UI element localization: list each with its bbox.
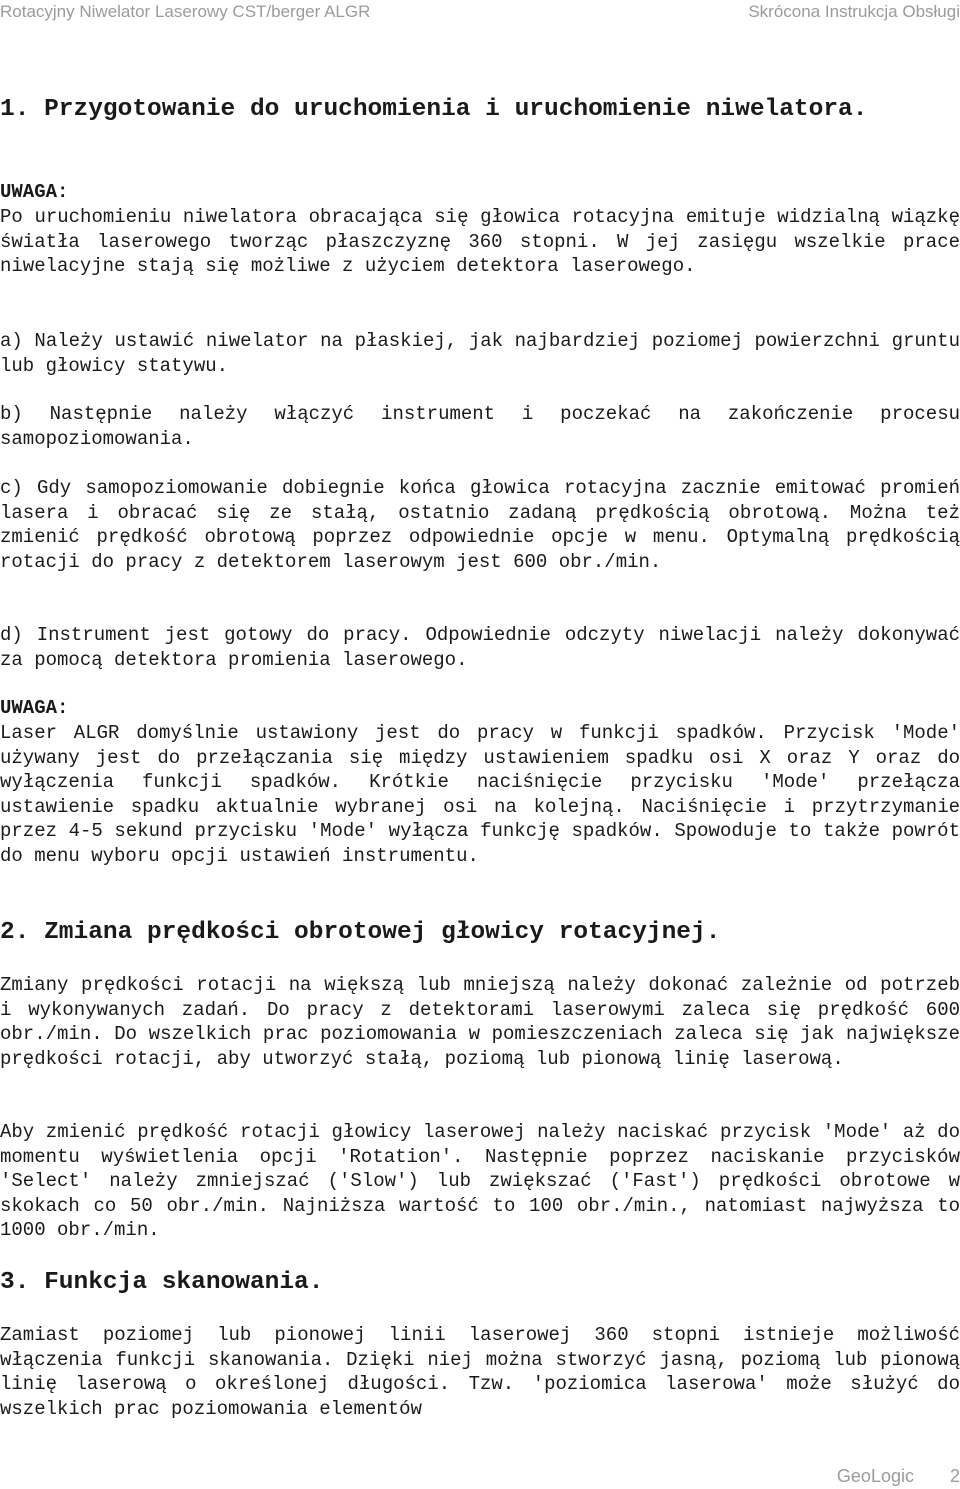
footer-brand: GeoLogic [836, 1466, 914, 1486]
warning-label: UWAGA: [0, 181, 69, 203]
warning-label-2: UWAGA: [0, 697, 69, 719]
step-d-paragraph: d) Instrument jest gotowy do pracy. Odpowiednie odczyty niwelacji należy dokonywać za pomocą detektora promienia laserowego. [0, 624, 960, 671]
section-3-paragraph-1: Zamiast poziomej lub pionowej linii laserowej 360 stopni istnieje możliwość włączenia funkcji skanowania. Dzięki niej można stworzyć jasną, poziomą lub pionową linię laserową o określonej długości. Tzw. 'poziomica laserowa' może służyć do wszelkich prac poziomowania elementów [0, 1324, 960, 1420]
section-1-heading: 1. Przygotowanie do uruchomienia i uruchomienie niwelatora. [0, 96, 868, 123]
footer [837, 1466, 960, 1487]
step-b-paragraph: b) Następnie należy włączyć instrument i poczekać na zakończenie procesu samopoziomowania. [0, 403, 960, 450]
step-a-paragraph: a) Należy ustawić niwelator na płaskiej, jak najbardziej poziomej powierzchni gruntu lub głowicy statywu. [0, 330, 960, 377]
section-1-intro: Po uruchomieniu niwelatora obracająca się głowica rotacyjna emituje widzialną wiązkę światła laserowego tworząc płaszczyznę 360 stopni. W jej zasięgu wszelkie prace niwelacyjne stają się możliwe z użyciem detektora laserowego. [0, 206, 960, 277]
section-3-heading: 3. Funkcja skanowania. [0, 1269, 324, 1296]
warning-2-paragraph: Laser ALGR domyślnie ustawiony jest do pracy w funkcji spadków. Przycisk 'Mode' używany jest do przełączania się między ustawieniem spadku osi X oraz Y oraz do wyłączenia funkcji spadków. Krótkie naciśnięcie przycisku 'Mode' przełącza ustawienie spadku aktualnie wybranej osi na kolejną. Naciśnięcie i przytrzymanie przez 4-5 sekund przycisku 'Mode' wyłącza funkcję spadków. Spowoduje to także powrót do menu wyboru opcji ustawień instrumentu. [0, 722, 960, 867]
header-document-subtitle: Skrócona Instrukcja Obsługi [748, 2, 960, 21]
section-2-heading: 2. Zmiana prędkości obrotowej głowicy rotacyjnej. [0, 919, 721, 946]
section-2-paragraph-2: Aby zmienić prędkość rotacji głowicy laserowej należy naciskać przycisk 'Mode' aż do momentu wyświetlenia opcji 'Rotation'. Następnie poprzez naciskanie przycisków 'Select' należy zmniejszać ('Slow') lub zwiększać ('Fast') prędkości obrotowe w skokach co 50 obr./min. Najniższa wartość to 100 obr./min., natomiast najwyższa to 1000 obr./min. [0, 1121, 960, 1241]
step-c-paragraph: c) Gdy samopoziomowanie dobiegnie końca głowica rotacyjna zacznie emitować promień lasera i obracać się ze stałą, ostatnio zadaną prędkością obrotową. Można też zmienić prędkość obrotową poprzez odpowiednie opcje w menu. Optymalną prędkością rotacji do pracy z detektorem laserowym jest 600 obr./min. [0, 477, 960, 573]
section-2-paragraph-1: Zmiany prędkości rotacji na większą lub mniejszą należy dokonać zależnie od potrzeb i wykonywanych zadań. Do pracy z detektorami laserowymi zaleca się prędkość 600 obr./min. Do wszelkich prac poziomowania w pomieszczeniach zaleca się jak największe prędkości rotacji, aby utworzyć stałą, poziomą lub pionową linię laserową. [0, 974, 960, 1070]
header-document-title: Rotacyjny Niwelator Laserowy CST/berger ALGR [0, 2, 371, 21]
page-number: 2 [949, 1466, 960, 1486]
